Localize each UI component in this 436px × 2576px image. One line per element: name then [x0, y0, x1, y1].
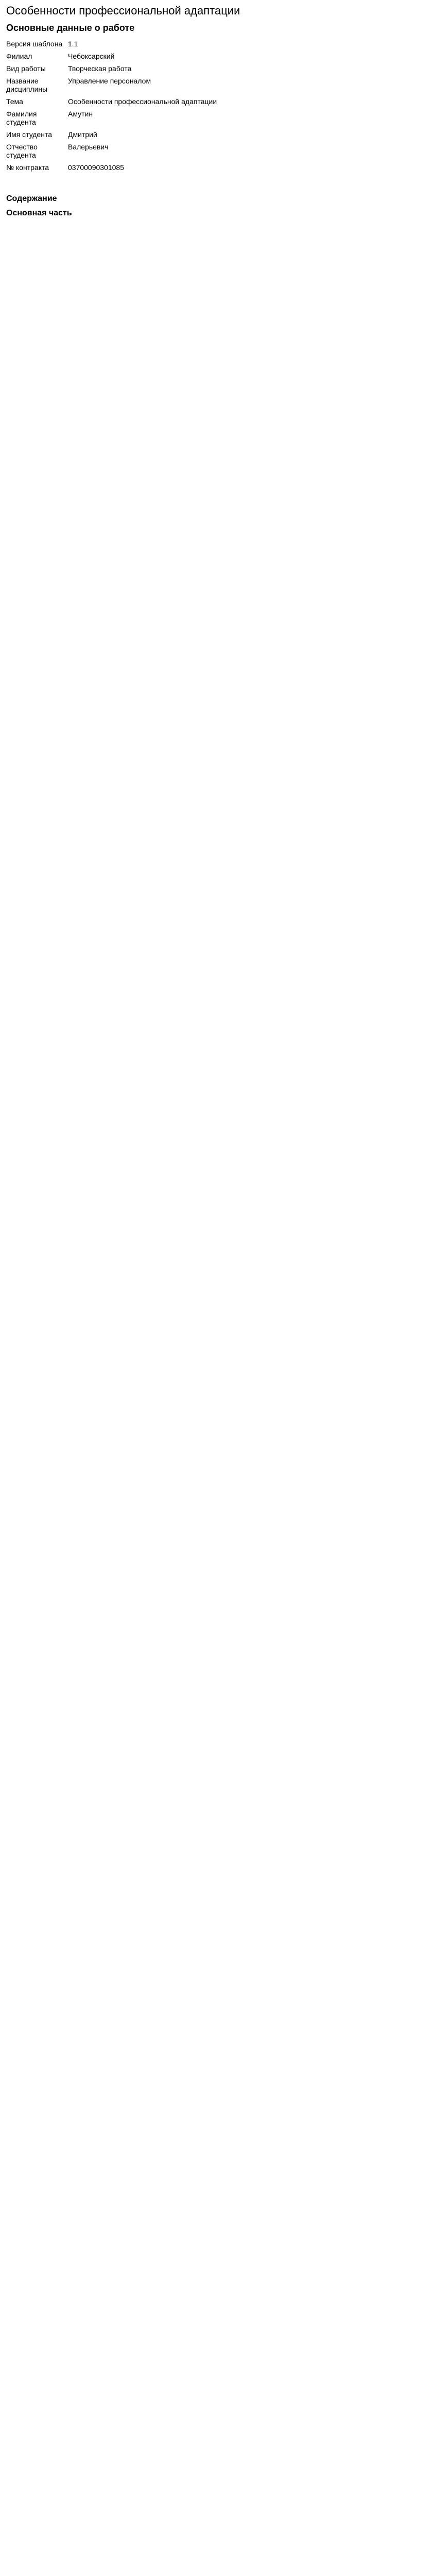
meta-label: Фамилия студента [6, 110, 37, 126]
meta-value: Дмитрий [68, 130, 97, 139]
meta-row [6, 50, 217, 62]
meta-label: Название дисциплины [6, 77, 48, 93]
meta-value: 03700090301085 [68, 163, 125, 172]
meta-label: Отчество студента [6, 143, 38, 159]
meta-value: Валерьевич [68, 143, 109, 151]
main-heading: Основная часть [6, 209, 72, 217]
meta-value: Амутин [68, 110, 93, 118]
meta-label: № контракта [6, 163, 49, 172]
meta-row [6, 161, 217, 174]
meta-label: Филиал [6, 52, 32, 60]
meta-table [6, 38, 217, 174]
meta-value: Чебоксарский [68, 52, 115, 60]
meta-row [6, 62, 217, 75]
meta-row [6, 38, 217, 50]
meta-value: 1.1 [68, 40, 78, 48]
meta-value: Управление персоналом [68, 77, 151, 85]
meta-label: Версия шаблона [6, 40, 63, 48]
meta-row [6, 141, 217, 161]
meta-row [6, 128, 217, 141]
meta-heading: Основные данные о работе [6, 23, 135, 33]
meta-value: Особенности профессиональной адаптации [68, 97, 217, 106]
meta-row [6, 108, 217, 128]
meta-label: Тема [6, 97, 23, 106]
meta-row [6, 95, 217, 108]
meta-value: Творческая работа [68, 64, 132, 73]
meta-row [6, 75, 217, 95]
document-page [0, 0, 436, 236]
meta-label: Вид работы [6, 64, 46, 73]
page-title: Особенности профессиональной адаптации [6, 4, 240, 17]
meta-label: Имя студента [6, 130, 52, 139]
toc-heading: Содержание [6, 194, 57, 203]
